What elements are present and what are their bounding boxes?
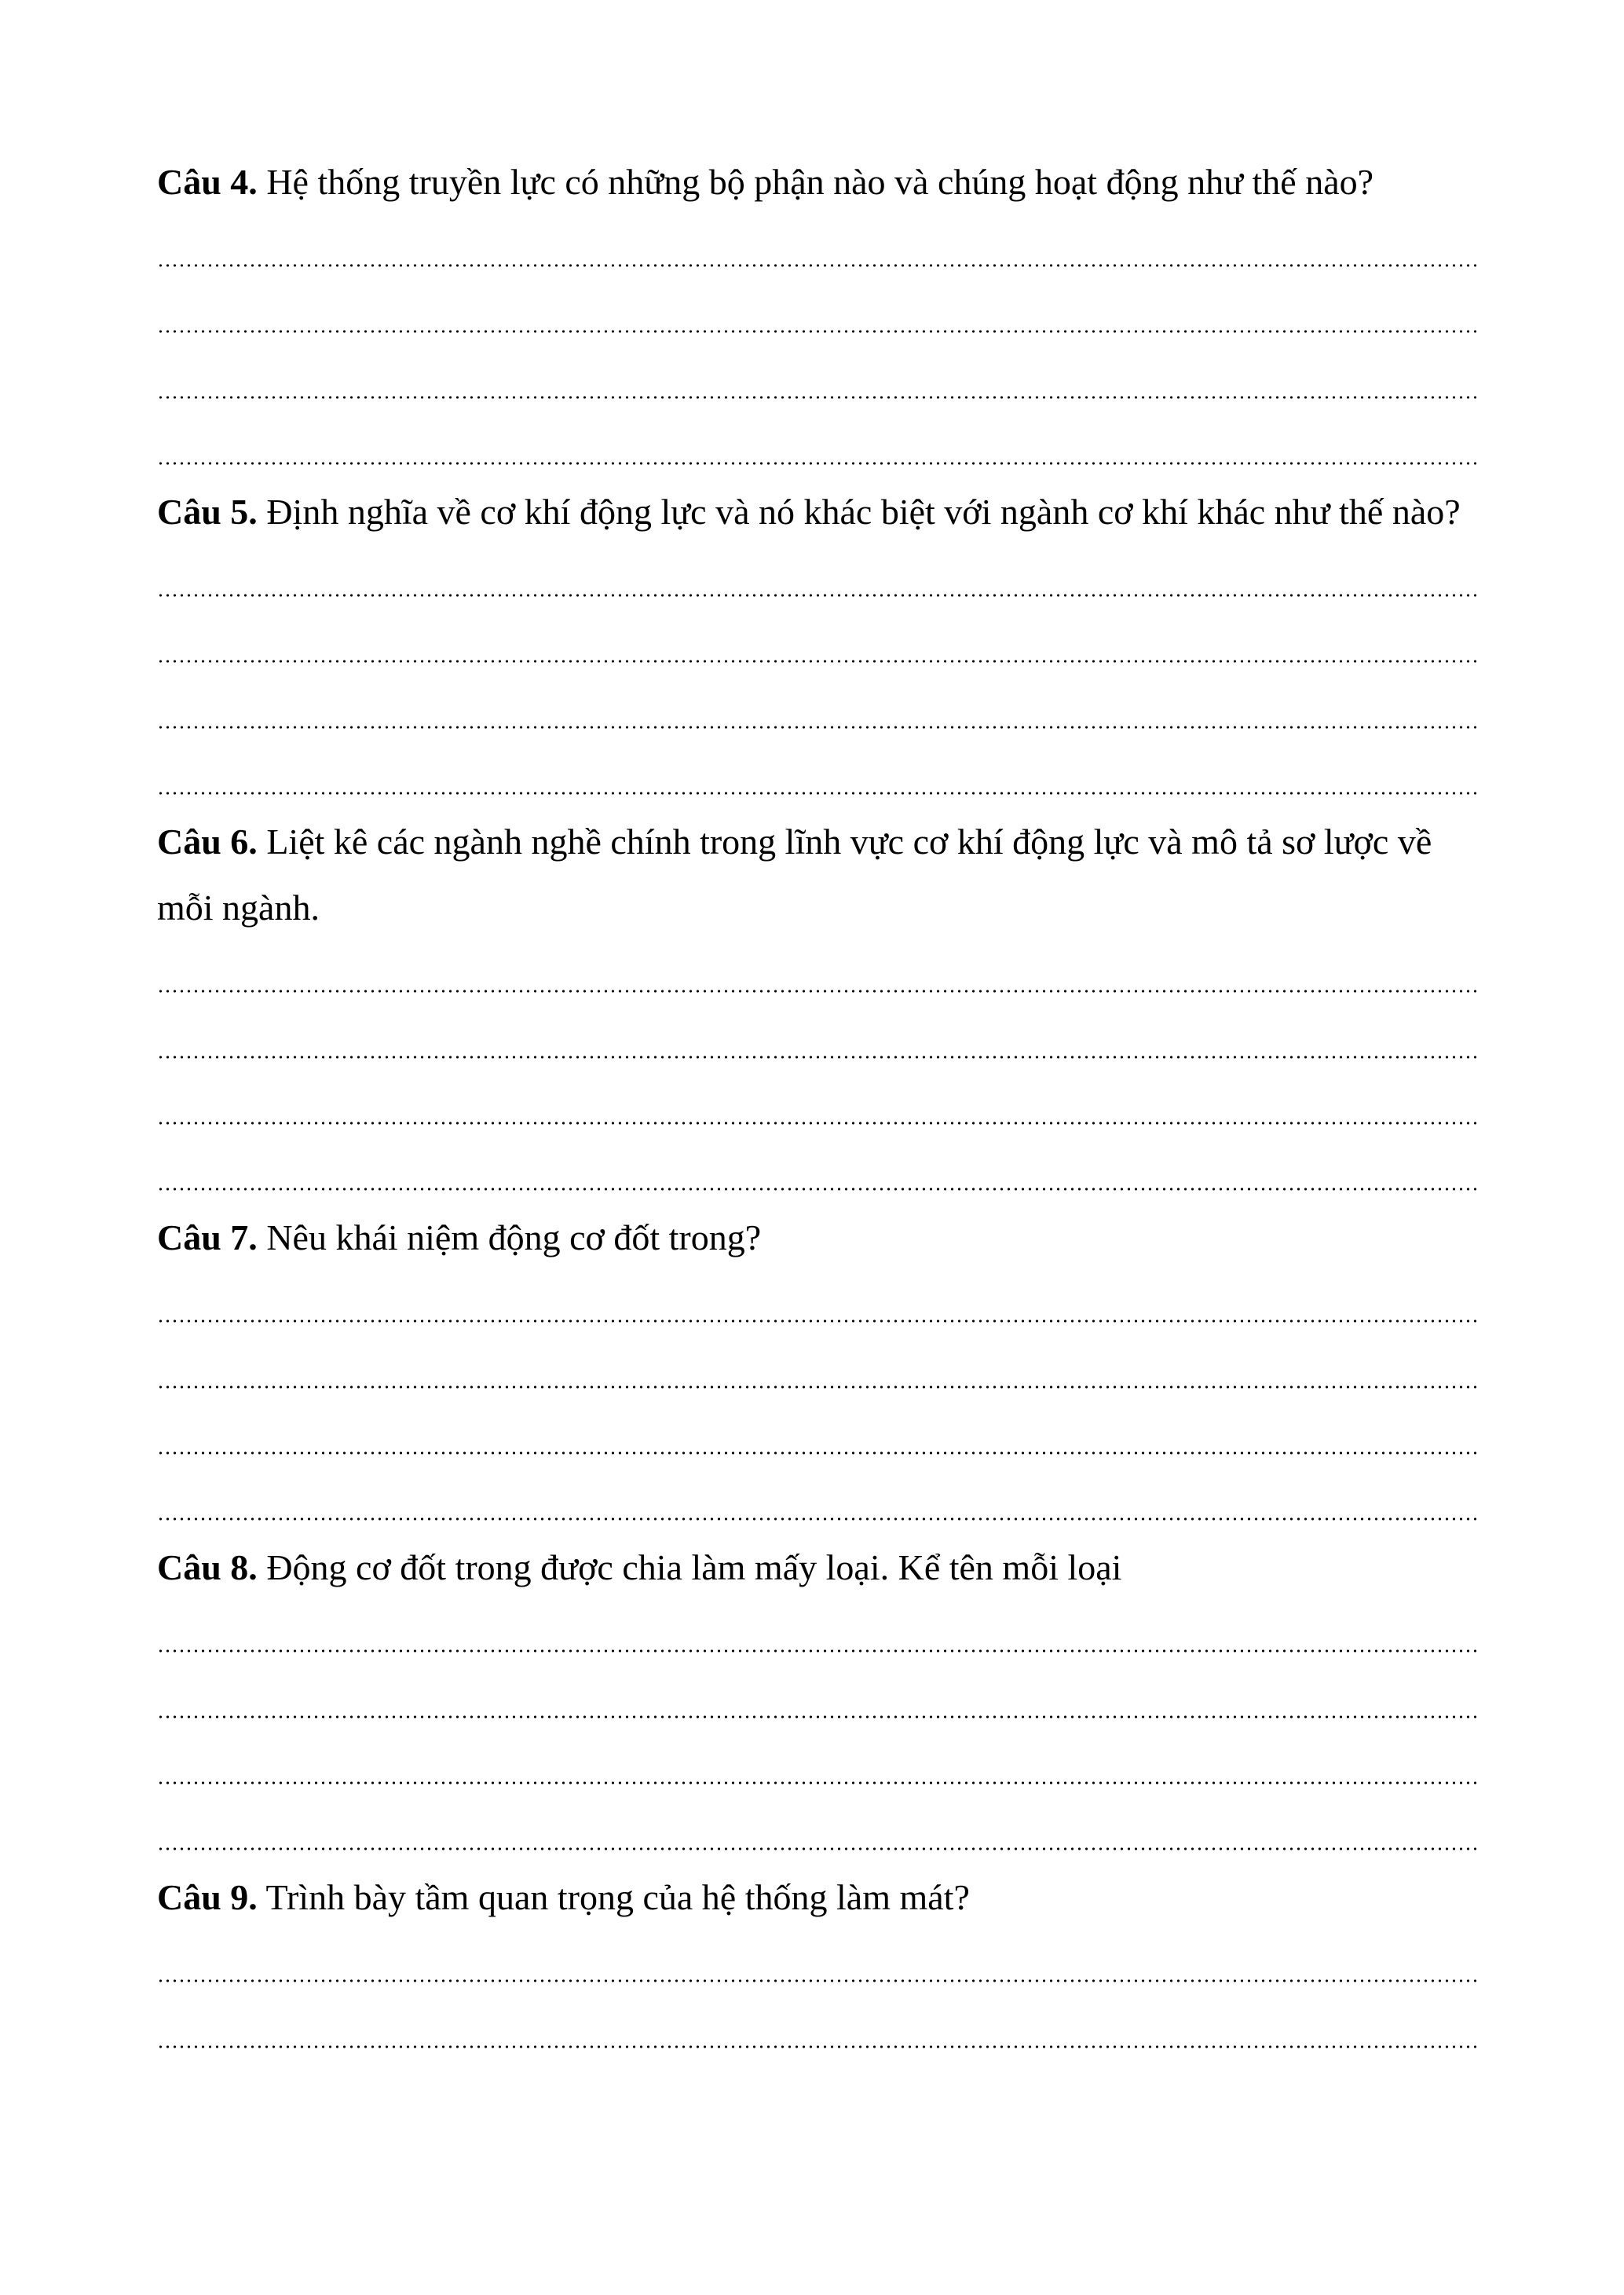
question-6 xyxy=(157,809,1476,941)
question-4 xyxy=(157,149,1476,215)
answer-line[interactable] xyxy=(157,1469,1476,1535)
answer-line[interactable] xyxy=(157,1667,1476,1733)
question-9 xyxy=(157,1865,1476,1931)
question-5 xyxy=(157,479,1476,545)
question-label: Câu 4. xyxy=(157,162,258,202)
question-text: Động cơ đốt trong được chia làm mấy loại. Kể tên mỗi loại xyxy=(266,1547,1122,1587)
answer-line[interactable] xyxy=(157,1337,1476,1403)
answer-line[interactable] xyxy=(157,1733,1476,1799)
question-text: Liệt kê các ngành nghề chính trong lĩnh vực cơ khí động lực và mô tả sơ lược về mỗi ngành. xyxy=(157,822,1432,928)
question-text: Trình bày tầm quan trọng của hệ thống làm mát? xyxy=(265,1877,970,1917)
question-block-5 xyxy=(157,479,1476,809)
answer-line[interactable] xyxy=(157,1007,1476,1073)
question-7 xyxy=(157,1205,1476,1271)
answer-line[interactable] xyxy=(157,1073,1476,1139)
answer-line[interactable] xyxy=(157,1601,1476,1667)
answer-line[interactable] xyxy=(157,1799,1476,1865)
question-block-8 xyxy=(157,1535,1476,1865)
question-label: Câu 5. xyxy=(157,492,258,532)
question-text: Định nghĩa về cơ khí động lực và nó khác biệt với ngành cơ khí khác như thế nào? xyxy=(266,492,1461,532)
answer-line[interactable] xyxy=(157,611,1476,677)
question-label: Câu 9. xyxy=(157,1877,258,1917)
answer-line[interactable] xyxy=(157,347,1476,413)
question-text: Hệ thống truyền lực có những bộ phận nào và chúng hoạt động như thế nào? xyxy=(266,162,1374,202)
answer-line[interactable] xyxy=(157,215,1476,281)
answer-line[interactable] xyxy=(157,1271,1476,1337)
question-label: Câu 8. xyxy=(157,1547,258,1587)
answer-line[interactable] xyxy=(157,281,1476,347)
answer-line[interactable] xyxy=(157,677,1476,743)
question-block-7 xyxy=(157,1205,1476,1535)
answer-line[interactable] xyxy=(157,413,1476,479)
answer-line[interactable] xyxy=(157,1931,1476,1997)
question-block-6 xyxy=(157,809,1476,1205)
answer-line[interactable] xyxy=(157,743,1476,809)
question-label: Câu 7. xyxy=(157,1217,258,1257)
question-block-4 xyxy=(157,149,1476,479)
question-list xyxy=(157,149,1476,2063)
answer-line[interactable] xyxy=(157,941,1476,1007)
answer-line[interactable] xyxy=(157,1403,1476,1469)
question-block-9 xyxy=(157,1865,1476,2063)
question-text: Nêu khái niệm động cơ đốt trong? xyxy=(266,1217,762,1257)
question-8 xyxy=(157,1535,1476,1601)
answer-line[interactable] xyxy=(157,545,1476,611)
question-label: Câu 6. xyxy=(157,822,258,862)
answer-line[interactable] xyxy=(157,1997,1476,2063)
answer-line[interactable] xyxy=(157,1139,1476,1205)
